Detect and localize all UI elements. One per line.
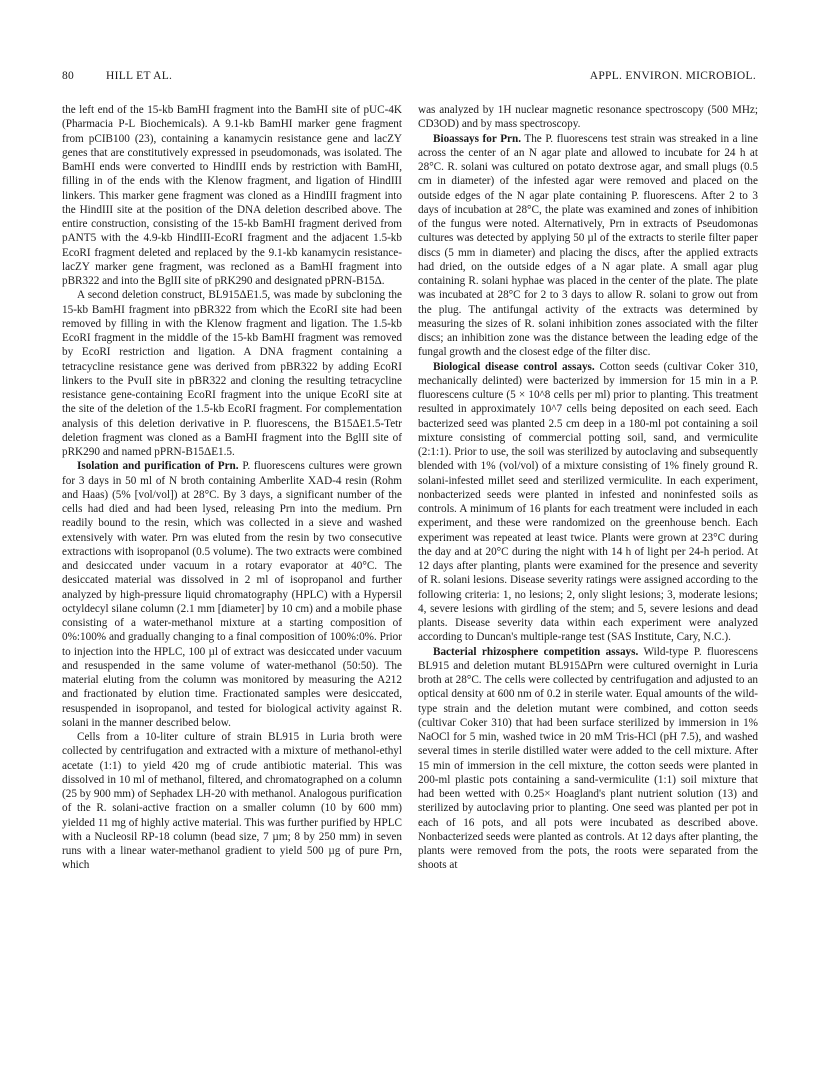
section-heading-isolation: Isolation and purification of Prn. [77, 460, 239, 473]
right-column [418, 103, 758, 873]
section-heading-bioassays: Bioassays for Prn. [433, 132, 522, 145]
journal-name: APPL. ENVIRON. MICROBIOL. [589, 70, 756, 82]
section-heading-rhizosphere: Bacterial rhizosphere competition assays. [433, 645, 639, 658]
paragraph-disease-control [418, 360, 758, 645]
section-heading-disease-control: Biological disease control assays. [433, 360, 595, 373]
paragraph-large-scale-purification: Cells from a 10-liter culture of strain BL915 in Luria broth were collected by centrifugation and extracted with a mixture of methanol-ethyl acetate (1:1) to yield 420 mg of crude antibiotic material. This was dissolved in 10 ml of methanol, filtered, and chromatographed on a column (25 by 900 mm) of Sephadex LH-20 with methanol. Analogous purification of the R. solani-active fraction on a smaller column (10 by 600 mm) yielded 11 mg of highly active material. This was further purified by HPLC with a Nucleosil RP-18 column (bead size, 7 µm; 8 by 250 mm) in seven runs with a linear water-methanol gradient to yield 500 µg of pure Prn, which [62, 731, 402, 872]
paragraph-isolation-body: P. fluorescens cultures were grown for 3 days in 50 ml of N broth containing Amberlite XAD-4 resin (Rohm and Haas) (5% [vol/vol]) at 28°C. By 3 days, a significant number of the cells had died and had been lysed, releasing Prn into the medium. Prn readily bound to the resin, which was collected in a sieve and washed extensively with water. Prn was eluted from the resin by two consecutive extractions with isopropanol (0.5 volume). The two extracts were combined and desiccated under vacuum in a rotary evaporator at 40°C. The desiccated material was dissolved in 2 ml of isopropanol and further analyzed by high-pressure liquid chromatography (HPLC) with a Hypersil octyldecyl silane column (2.1 mm [diameter] by 10 cm) and a mobile phase consisting of a water-methanol mixture at a starting composition of 0%:100% and gradually changing to a final composition of 100%:0%. Prior to injection into the HPLC, 100 µl of extract was desiccated under vacuum and resuspended in the same volume of water-methanol (50:50). The material eluting from the column was monitored by measuring the A212 and fractionated by elution time. Fractionated samples were desiccated, resuspended in isopropanol, and tested for biological activity against R. solani in the manner described below. [62, 460, 402, 729]
paragraph-second-deletion-construct: A second deletion construct, BL915ΔE1.5, was made by subcloning the 15-kb BamHI fragment into pBR322 from which the EcoRI site had been removed by filling in with the Klenow fragment and ligation. The 1.5-kb EcoRI fragment in the middle of the 15-kb BamHI fragment was removed by EcoRI restriction and ligation. A DNA fragment containing a tetracycline resistance gene was derived from pBR322 by adding EcoRI linkers to the PvuII site in pBR322 and cloning the resulting tetracycline resistance gene-containing EcoRI fragment into the unique EcoRI site at the site of the deletion of the 1.5-kb EcoRI fragment. For complementation analysis of this deletion derivative in P. fluorescens, the B15ΔE1.5-Tetr deletion fragment was cloned as a BamHI fragment into the BglII site of pRK290 and named pPRN-B15ΔE1.5. [62, 289, 402, 458]
left-column [62, 103, 402, 873]
paragraph-bioassays-body: The P. fluorescens test strain was streaked in a line across the center of an N agar plate and allowed to incubate for 24 h at 28°C. R. solani was cultured on potato dextrose agar, and small plugs (0.5 cm in diameter) of the infested agar were removed and placed on the outside edges of the N agar plate containing P. fluorescens. After 2 to 3 days of incubation at 28°C, the plate was examined and zones of inhibition of the fungus were noted. Alternatively, Prn in extracts of Pseudomonas cultures was detected by applying 50 µl of the extracts to sterile filter paper discs (5 mm in diameter) and placing the discs, after the applied extracts had dried, on the outside edges of a N agar plate. A small agar plug containing R. solani hyphae was placed in the center of the plate. The plate was incubated at 28°C for 2 to 3 days to allow R. solani to grow out from the plug. The antifungal activity of the extracts was determined by measuring the sizes of R. solani inhibition zones associated with the filter discs; an inhibition zone was the distance between the leading edge of the fungal growth and the closest edge of the filter disc. [418, 132, 758, 359]
paragraph-deletion-construct-continued: the left end of the 15-kb BamHI fragment into the BamHI site of pUC-4K (Pharmacia P-L Biochemicals). A 9.1-kb BamHI marker gene fragment from pCIB100 (23), containing a kanamycin resistance gene and lacZY genes that are constitutively expressed in pseudomonads, was isolated. The BamHI ends were converted to HindIII ends by restriction with BamHI, filling in of the ends with the Klenow fragment, and ligation of HindIII linkers. This marker gene fragment was cloned as a HindIII fragment into the HindIII site at the position of the DNA deletion described above. The entire construction, consisting of the 15-kb BamHI fragment derived from pANT5 with the 4.9-kb HindIII-EcoRI fragment and the adjacent 1.5-kb EcoRI fragment deleted and replaced by the 9.1-kb kanamycin resistance-lacZY marker gene fragment, was recloned as a BamHI fragment into pBR322 and into the BglII site of pRK290 and designated pPRN-B15Δ. [62, 104, 402, 287]
paragraph-bioassays [418, 132, 758, 360]
paragraph-rhizosphere-competition [418, 645, 758, 873]
paragraph-disease-control-body: Cotton seeds (cultivar Coker 310, mechanically delinted) were bacterized by immersion for 15 min in a P. fluorescens culture (5 × 10^8 cells per ml) prior to planting. This treatment resulted in approximately 10^7 cells being deposited on each seed. Each bacterized seed was planted 2.5 cm deep in a 180-ml pot containing a soil mixture consisting of commercial potting soil, sand, and vermiculite (2:1:1). Prior to use, the soil was sterilized by autoclaving and subsequently blended with 1% (vol/vol) of a mixture consisting of 1% finely ground R. solani-infested millet seed and sterilized vermiculite. In each experiment, nonbacterized seeds were planted in infested and noninfested soils as controls. A minimum of 16 plants for each treatment were included in each experiment, and these were randomized on the greenhouse bench. Each experiment was repeated at least twice. Plants were grown at 23°C during the day and at 20°C during the night with 14 h of light per 24-h period. At 12 days after planting, plants were examined for the presence and severity of R. solani lesions. Disease severity ratings were assigned according to the following criteria: 1, no lesions; 2, only slight lesions; 3, moderate lesions; 4, severe lesions with girdling of the stem; and 5, severe lesions and dead plants. Disease severity data within each experiment were analyzed according to Duncan's multiple-range test (SAS Institute, Cary, N.C.). [418, 360, 758, 644]
running-authors: HILL ET AL. [106, 70, 173, 82]
paragraph-nmr-continued: was analyzed by 1H nuclear magnetic resonance spectroscopy (500 MHz; CD3OD) and by mass spectroscopy. [418, 104, 758, 131]
page-number: 80 [62, 70, 75, 82]
paragraph-rhizosphere-body: Wild-type P. fluorescens BL915 and deletion mutant BL915ΔPrn were cultured overnight in Luria broth at 28°C. The cells were collected by centrifugation and adjusted to an optical density at 600 nm of 0.2 in sterile water. Equal amounts of the wild-type strain and the deletion mutant were combined, and cotton seeds (cultivar Coker 310) that had been surface sterilized by immersion in 1% NaOCl for 5 min, washed twice in 20 mM Tris-HCl (pH 7.5), and washed several times in sterile distilled water were added to the cell mixture. After 15 min of immersion in the cell mixture, the cotton seeds were planted in 200-ml plastic pots containing a sand-vermiculite (1:1) soil mixture that had been wetted with 0.25× Hoagland's plant nutrient solution (13) and sterilized by autoclaving prior to planting. One seed was planted per pot in each of 16 pots, and all pots were incubated as described above. Nonbacterized seeds were planted as controls. At 12 days after planting, the plants were removed from the pots, the roots were separated from the shoots at [418, 645, 758, 872]
paragraph-isolation-purification [62, 459, 402, 730]
running-header [62, 70, 756, 88]
